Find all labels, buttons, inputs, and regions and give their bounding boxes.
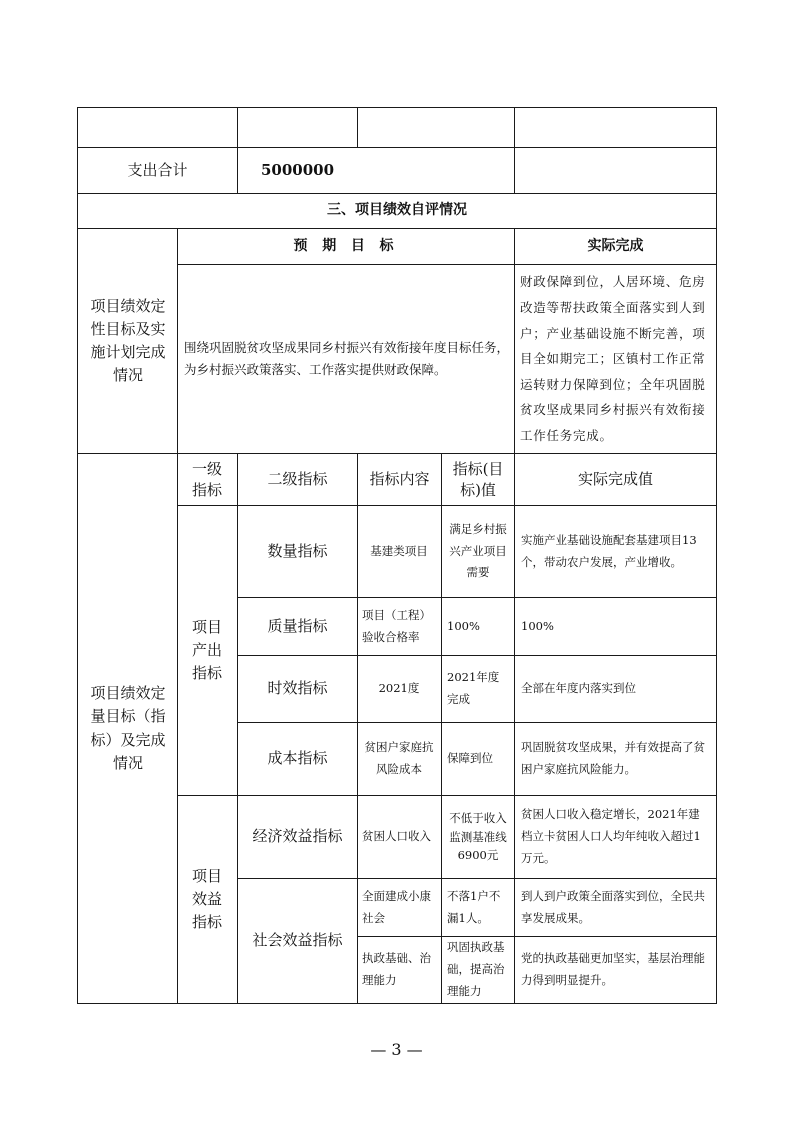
indicator-row-level2: 数量指标: [267, 541, 328, 560]
header-actual: 实际完成值: [577, 469, 653, 488]
indicator-row-actual: 实施产业基础设施配套基建项目13个，带动农户发展，产业增收。: [521, 532, 697, 569]
indicator-row-target: 100%: [447, 618, 480, 633]
indicator-row-content: 基建类项目: [370, 543, 428, 558]
actual-text: 财政保障到位，人居环境、危房改造等帮扶政策全面落实到人到户；产业基础设施不断完善，项目全如期完工；区镇村工作正常运转财力保障到位；全年巩固脱贫攻坚成果同乡村振兴有效衔接工作任务完成。: [520, 274, 706, 444]
indicator-row-content: 执政基础、治理能力: [362, 951, 431, 987]
expected-header: 预 期 目 标: [293, 237, 399, 254]
empty-cell-1: [78, 108, 237, 147]
indicator-row-level2: 质量指标: [267, 616, 328, 635]
expense-total-label: 支出合计: [127, 160, 188, 179]
empty-cell-4: [515, 108, 716, 147]
empty-cell-2: [238, 108, 357, 147]
output-indicator-label: 项目产出指标: [191, 617, 222, 683]
indicator-row-target: 不低于收入监测基准线6900元: [449, 811, 507, 863]
indicator-row-target: 巩固执政基础，提高治理能力: [447, 940, 505, 998]
indicator-row-content: 贫困户家庭抗风险成本: [364, 740, 434, 776]
page-number: — 3 —: [370, 1040, 423, 1059]
indicator-row-actual: 全部在年度内落实到位: [521, 681, 636, 696]
indicator-row-level2: 社会效益指标: [252, 931, 343, 950]
benefit-indicator-label: 项目效益指标: [191, 866, 222, 932]
indicator-row-level2: 成本指标: [267, 749, 328, 768]
header-level2: 二级指标: [267, 469, 328, 488]
indicator-row-target: 保障到位: [447, 751, 493, 766]
indicator-row-target: 不落1户不漏1人。: [447, 888, 501, 925]
indicator-row-level2: 经济效益指标: [252, 827, 343, 846]
actual-header: 实际完成: [587, 237, 644, 254]
indicator-row-content: 全面建成小康社会: [362, 888, 431, 925]
qualitative-label: 项目绩效定性目标及实施计划完成情况: [90, 296, 166, 385]
quantitative-label: 项目绩效定量目标（指标）及完成情况: [90, 684, 166, 772]
indicator-row-target: 满足乡村振兴产业项目需要: [449, 521, 507, 580]
indicator-row-actual: 到人到户政策全面落实到位，全民共享发展成果。: [521, 888, 705, 925]
expected-text: 围绕巩固脱贫攻坚成果同乡村振兴有效衔接年度目标任务，为乡村振兴政策落实、工作落实提供财政保障。: [184, 340, 510, 377]
header-content: 指标内容: [369, 469, 430, 488]
indicator-row-actual: 100%: [521, 618, 554, 633]
header-target: 指标(目标)值: [452, 459, 504, 499]
indicator-row-level2: 时效指标: [267, 679, 328, 698]
expense-total-amount: 5000000: [260, 160, 335, 179]
indicator-row-actual: 巩固脱贫攻坚成果，并有效提高了贫困户家庭抗风险能力。: [521, 740, 705, 776]
indicator-row-actual: 贫困人口收入稳定增长，2021年建档立卡贫困人口人均年纯收入超过1万元。: [521, 807, 701, 865]
indicator-row-content: 项目（工程）验收合格率: [362, 607, 431, 644]
indicator-row-target: 2021年度完成: [447, 670, 500, 706]
indicator-row-actual: 党的执政基础更加坚实，基层治理能力得到明显提升。: [521, 951, 705, 987]
indicator-row-content: 2021度: [378, 681, 420, 696]
section-title: 三、项目绩效自评情况: [327, 202, 467, 219]
header-level1: 一级指标: [191, 459, 222, 499]
empty-cell-3: [358, 108, 514, 147]
indicator-row-content: 贫困人口收入: [362, 829, 431, 844]
